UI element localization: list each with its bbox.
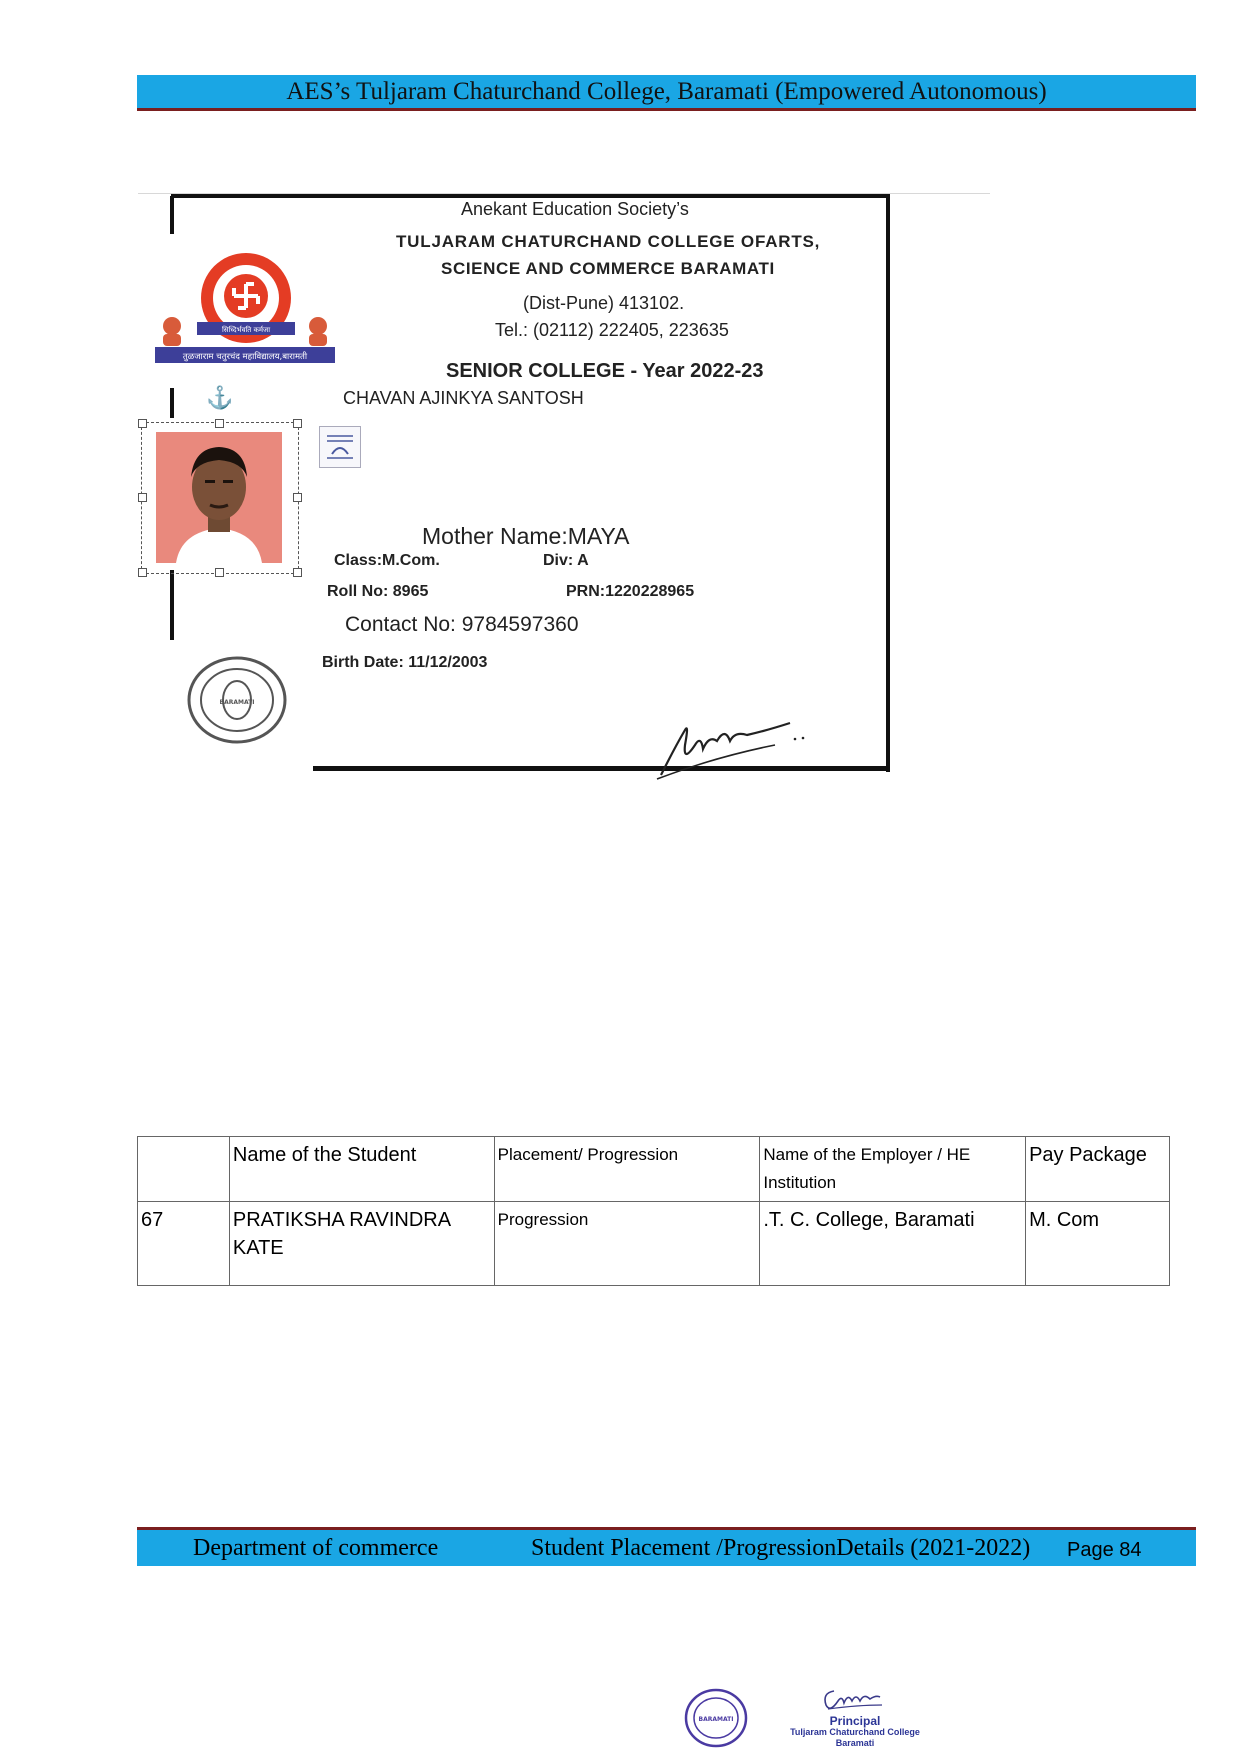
header-title: AES’s Tuljaram Chaturchand College, Baramati (Empowered Autonomous)	[286, 78, 1047, 105]
resize-handle[interactable]	[293, 419, 302, 428]
mother-name: Mother Name:MAYA	[422, 523, 630, 549]
anchor-icon: ⚓	[206, 385, 234, 410]
resize-handle[interactable]	[215, 419, 224, 428]
birth-date: Birth Date: 11/12/2003	[322, 654, 488, 671]
telephone: Tel.: (02112) 222405, 223635	[495, 320, 729, 340]
society-name: Anekant Education Society’s	[461, 199, 689, 219]
header-band	[137, 75, 1196, 111]
resize-handle[interactable]	[138, 419, 147, 428]
footer-department: Department of commerce	[193, 1535, 439, 1561]
table-header-cell: Name of the Student	[229, 1137, 494, 1202]
table-cell: M. Com	[1026, 1202, 1170, 1286]
resize-handle[interactable]	[293, 568, 302, 577]
logo-banner: सिध्दिर्भवति कर्मजा	[221, 326, 271, 334]
stamp-text: BARAMATI	[219, 699, 255, 706]
card-border-top	[171, 194, 890, 198]
prn-number: PRN:1220228965	[566, 583, 695, 600]
table-header-cell: Name of the Employer / HE Institution	[760, 1137, 1026, 1202]
college-logo	[155, 250, 335, 370]
senior-college-year: SENIOR COLLEGE - Year 2022-23	[446, 360, 764, 382]
table-cell: .T. C. College, Baramati	[760, 1202, 1026, 1286]
principal-stamp	[683, 1687, 749, 1749]
card-border-left	[170, 570, 174, 640]
class: Class:M.Com.	[334, 552, 440, 569]
table-cell: Progression	[494, 1202, 760, 1286]
resize-handle[interactable]	[293, 493, 302, 502]
footer-title: Student Placement /ProgressionDetails (2021-2022)	[531, 1535, 1031, 1561]
layout-options-icon[interactable]	[319, 426, 361, 468]
college-stamp	[185, 655, 289, 745]
college-name-line1: TULJARAM CHATURCHAND COLLEGE OFARTS,	[396, 232, 821, 251]
logo-caption: तुळजाराम चतुरचंद महाविद्यालय,बारामती	[182, 352, 308, 362]
table-row	[138, 1202, 1170, 1286]
table-header-row	[138, 1137, 1170, 1202]
card-border-left	[170, 196, 174, 234]
table-header-cell	[138, 1137, 230, 1202]
college-name-line2: SCIENCE AND COMMERCE BARAMATI	[441, 259, 775, 278]
placement-table	[137, 1136, 1170, 1286]
card-border-right	[886, 194, 890, 772]
roll-number: Roll No: 8965	[327, 583, 429, 600]
principal-block	[780, 1716, 930, 1749]
table-cell: PRATIKSHA RAVINDRA KATE	[229, 1202, 494, 1286]
student-name: CHAVAN AJINKYA SANTOSH	[343, 388, 584, 408]
student-photo	[156, 432, 282, 563]
table-cell: 67	[138, 1202, 230, 1286]
card-border-left	[170, 388, 174, 418]
division: Div: A	[543, 552, 589, 569]
table-header-cell: Pay Package	[1026, 1137, 1170, 1202]
resize-handle[interactable]	[138, 568, 147, 577]
footer-band	[137, 1527, 1196, 1566]
signature	[655, 705, 815, 780]
principal-signature	[818, 1683, 888, 1717]
resize-handle[interactable]	[138, 493, 147, 502]
principal-city: Baramati	[835, 1738, 875, 1748]
district: (Dist-Pune) 413102.	[523, 293, 685, 313]
contact-number: Contact No: 9784597360	[345, 613, 579, 636]
table-header-cell: Placement/ Progression	[494, 1137, 760, 1202]
principal-college: Tuljaram Chaturchand College	[790, 1727, 920, 1737]
resize-handle[interactable]	[215, 568, 224, 577]
principal-title: Principal	[829, 1714, 881, 1728]
page-number: Page 84	[1067, 1539, 1142, 1561]
principal-stamp-text: BARAMATI	[698, 1716, 734, 1723]
